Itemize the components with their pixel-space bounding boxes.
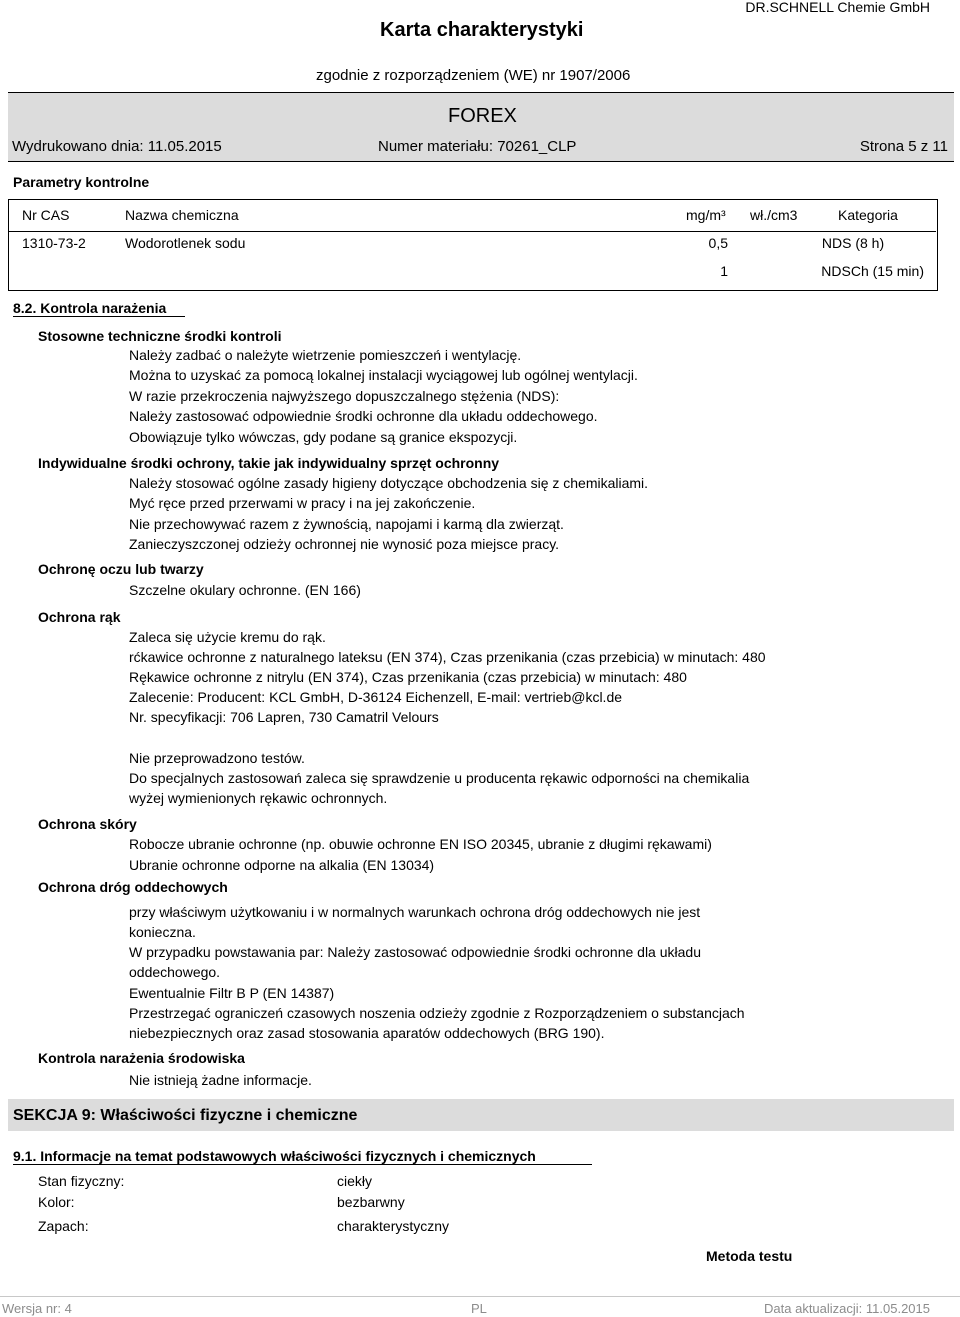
material-number: Numer materiału: 70261_CLP: [378, 138, 577, 155]
footer-rule: [0, 1296, 960, 1297]
property-label: Zapach:: [38, 1218, 89, 1234]
text-line: Rękawice ochronne z nitrylu (EN 374), Czas przenikania (czas przebicia) w minutach: 480: [129, 669, 687, 685]
text-line: Zaleca się użycie kremu do rąk.: [129, 629, 326, 645]
property-value: ciekły: [337, 1173, 373, 1189]
text-line: przy właściwym użytkowaniu i w normalnych warunkach ochrona dróg oddechowych nie jest: [129, 904, 701, 920]
table-cell-category: NDS (8 h): [821, 235, 885, 251]
regulation-line: zgodnie z rozporządzeniem (WE) nr 1907/2006: [316, 67, 631, 84]
text-line: Zalecenie: Producent: KCL GmbH, D-36124 Eichenzell, E-mail: vertrieb@kcl.de: [129, 689, 623, 705]
table-cell-name: Wodorotlenek sodu: [125, 235, 246, 251]
table-cell-category: NDSCh (15 min): [821, 263, 924, 279]
text-line: Należy stosować ogólne zasady higieny dotyczące obchodzenia się z chemikaliami.: [129, 475, 649, 491]
text-line: Nie istnieją żadne informacje.: [129, 1072, 312, 1088]
print-date: Wydrukowano dnia: 11.05.2015: [12, 138, 222, 155]
page-number: Strona 5 z 11: [859, 138, 948, 155]
individual-protection-heading: Indywidualne środki ochrony, takie jak indywidualny sprzęt ochronny: [38, 455, 500, 471]
text-line: konieczna.: [129, 924, 196, 940]
text-line: Szczelne okulary ochronne. (EN 166): [129, 582, 361, 598]
text-line: Przestrzegać ograniczeń czasowych noszenia odzieży zgodnie z Rozporządzeniem o substancjach: [129, 1005, 745, 1021]
property-value: charakterystyczny: [337, 1218, 450, 1234]
hand-protection-heading: Ochrona rąk: [38, 609, 121, 625]
text-line: Nr. specyfikacji: 706 Lapren, 730 Camatril Velours: [129, 709, 439, 725]
text-line: Do specjalnych zastosowań zaleca się sprawdzenie u producenta rękawic odporności na chemikalia: [129, 770, 750, 786]
document-title: Karta charakterystyki: [380, 19, 584, 41]
skin-protection-heading: Ochrona skóry: [38, 816, 137, 832]
table-cell-cas: 1310-73-2: [22, 235, 86, 251]
section-9-1-heading: 9.1. Informacje na temat podstawowych właściwości fizycznych i chemicznych: [13, 1148, 536, 1164]
text-line: Należy zadbać o należyte wietrzenie pomieszczeń i wentylację.: [129, 347, 522, 363]
section-8-2-heading: 8.2. Kontrola narażenia: [13, 300, 167, 316]
section-heading-underline: [13, 1164, 592, 1165]
section-9-heading: SEKCJA 9: Właściwości fizyczne i chemiczne: [13, 1107, 358, 1124]
text-line: Robocze ubranie ochronne (np. obuwie ochronne EN ISO 20345, ubranie z długimi rękawami): [129, 836, 712, 852]
property-label: Kolor:: [38, 1194, 75, 1210]
control-params-heading: Parametry kontrolne: [13, 174, 150, 190]
text-line: wyżej wymienionych rękawic ochronnych.: [129, 790, 388, 806]
col-header-cas: Nr CAS: [22, 207, 70, 223]
col-header-wl: wł./cm3: [750, 207, 798, 223]
text-line: oddechowego.: [129, 964, 221, 980]
text-line: Zanieczyszczonej odzieży ochronnej nie wynosić poza miejsce pracy.: [129, 536, 560, 552]
text-line: Ewentualnie Filtr B P (EN 14387): [129, 985, 335, 1001]
respiratory-protection-heading: Ochrona dróg oddechowych: [38, 879, 228, 895]
text-line: Należy zastosować odpowiednie środki ochronne dla układu oddechowego.: [129, 408, 598, 424]
col-header-name: Nazwa chemiczna: [125, 207, 239, 223]
tech-controls-heading: Stosowne techniczne środki kontroli: [38, 328, 282, 344]
property-value: bezbarwny: [337, 1194, 405, 1210]
text-line: rćkawice ochronne z naturalnego lateksu (EN 374), Czas przenikania (czas przebicia) w minutach: 480: [129, 649, 766, 665]
eye-protection-heading: Ochronę oczu lub twarzy: [38, 561, 204, 577]
footer-version: Wersja nr: 4: [2, 1301, 72, 1316]
text-line: W razie przekroczenia najwyższego dopuszczalnego stężenia (NDS):: [129, 388, 560, 404]
table-cell-mg: 1: [720, 263, 728, 279]
text-line: Nie przechowywać razem z żywnością, napojami i karmą dla zwierząt.: [129, 516, 564, 532]
text-line: niebezpiecznych oraz zasad stosowania aparatów oddechowych (BRG 190).: [129, 1025, 605, 1041]
text-line: Można to uzyskać za pomocą lokalnej instalacji wyciągowej lub ogólnej wentylacji.: [129, 367, 638, 383]
test-method-heading: Metoda testu: [706, 1248, 793, 1264]
footer-language: PL: [471, 1301, 487, 1316]
section-heading-underline: [13, 316, 185, 317]
text-line: Obowiązuje tylko wówczas, gdy podane są granice ekspozycji.: [129, 429, 518, 445]
text-line: W przypadku powstawania par: Należy zastosować odpowiednie środki ochronne dla układu: [129, 944, 701, 960]
col-header-category: Kategoria: [838, 207, 898, 223]
product-name: FOREX: [448, 105, 517, 127]
environment-exposure-heading: Kontrola narażenia środowiska: [38, 1050, 245, 1066]
table-header-divider: [9, 231, 936, 232]
text-line: Nie przeprowadzono testów.: [129, 750, 305, 766]
footer-update-date: Data aktualizacji: 11.05.2015: [764, 1301, 930, 1316]
col-header-mg: mg/m³: [686, 207, 726, 223]
text-line: Myć ręce przed przerwami w pracy i na jej zakończenie.: [129, 495, 476, 511]
text-line: Ubranie ochronne odporne na alkalia (EN 13034): [129, 857, 435, 873]
property-label: Stan fizyczny:: [38, 1173, 125, 1189]
table-cell-mg: 0,5: [708, 235, 728, 251]
company-name: DR.SCHNELL Chemie GmbH: [745, 0, 930, 15]
